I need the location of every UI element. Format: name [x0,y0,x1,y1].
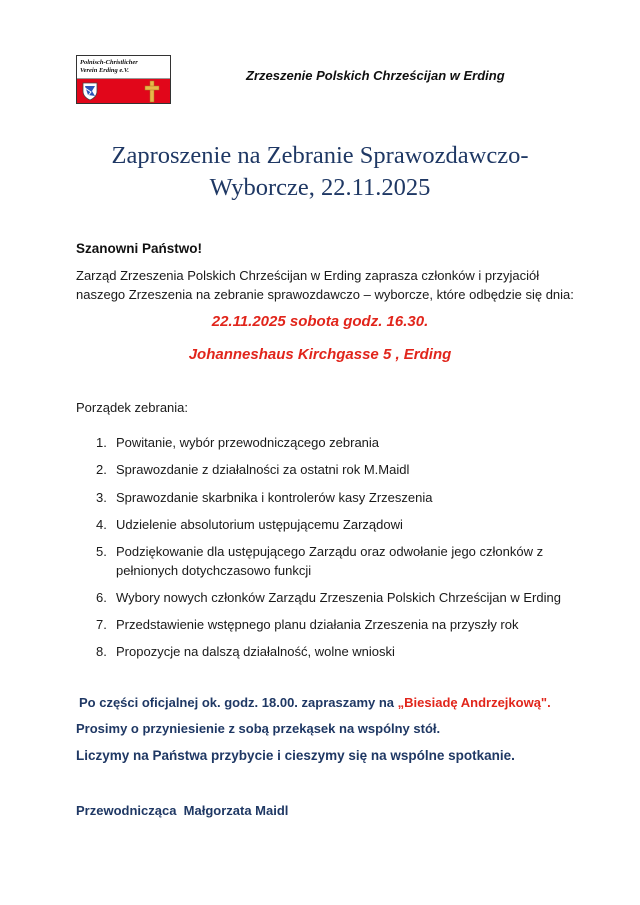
title-line-1: Zaproszenie na Zebranie Sprawozdawczo- [111,142,529,169]
coat-of-arms-icon [82,82,98,101]
agenda-item [96,642,566,661]
logo-text-band [77,56,170,79]
agenda-heading: Porządek zebrania: [76,400,189,415]
organization-name: Zrzeszenie Polskich Chrześcijan w Erding [246,68,505,83]
agenda-item-text: Wybory nowych członków Zarządu Zrzeszenia Polskich Chrześcijan w Erding [116,590,561,605]
agenda-item-number: 4. [96,517,107,532]
agenda-item-text: Sprawozdanie z działalności za ostatni rok M.Maidl [116,462,410,477]
agenda-item [96,433,566,452]
agenda-item-number: 2. [96,462,107,477]
biesiada-highlight: „Biesiadę Andrzejkową". [397,695,551,710]
agenda-item-number: 7. [96,617,107,632]
agenda-item [96,488,566,507]
agenda-item-text: Podziękowanie dla ustępującego Zarządu oraz odwołanie jego członków z pełnionych dotychczasowo funkcji [116,544,544,578]
agenda-item-number: 1. [96,435,107,450]
closing-line-2: Prosimy o przyniesienie z sobą przekąsek na wspólny stół. [76,721,441,736]
agenda-item-number: 5. [96,544,107,559]
logo-line-1: Polnisch-Christlicher [80,59,138,66]
closing-line-1 [79,695,551,710]
organization-logo [76,55,171,104]
agenda-item-text: Propozycje na dalszą działalność, wolne wnioski [116,644,395,659]
greeting: Szanowni Państwo! [76,241,203,256]
logo-line-2: Verein Erding e.V. [80,67,130,74]
title-line-2: Wyborcze, 22.11.2025 [209,174,431,201]
agenda-item [96,542,566,580]
signature: Przewodnicząca Małgorzata Maidl [76,803,289,818]
agenda-item [96,588,566,607]
intro-line-1: Zarząd Zrzeszenia Polskich Chrześcijan w Erding zaprasza członków i przyjaciół [76,268,540,283]
page-title [60,140,580,204]
cross-icon [143,80,161,103]
agenda-item-text: Powitanie, wybór przewodniczącego zebrania [116,435,380,450]
agenda-item [96,515,566,534]
agenda-item [96,460,566,479]
intro-line-2: naszego Zrzeszenia na zebranie sprawozdawczo – wyborcze, które odbędzie się dnia: [76,287,574,302]
meeting-place: Johanneshaus Kirchgasse 5 , Erding [188,346,452,363]
agenda-item-text: Sprawozdanie skarbnika i kontrolerów kasy Zrzeszenia [116,490,433,505]
agenda-item-text: Udzielenie absolutorium ustępującemu Zarządowi [116,517,403,532]
logo-red-band [77,79,170,104]
agenda-item-number: 3. [96,490,107,505]
agenda-item-number: 6. [96,590,107,605]
closing-line-3: Liczymy na Państwa przybycie i cieszymy się na wspólne spotkanie. [76,748,515,763]
meeting-date: 22.11.2025 sobota godz. 16.30. [211,313,429,330]
agenda-item-number: 8. [96,644,107,659]
agenda-item [96,615,566,634]
intro-paragraph [76,266,596,304]
closing-line-1-text: Po części oficjalnej ok. godz. 18.00. zapraszamy na [79,695,398,710]
agenda-item-text: Przedstawienie wstępnego planu działania Zrzeszenia na przyszły rok [116,617,519,632]
